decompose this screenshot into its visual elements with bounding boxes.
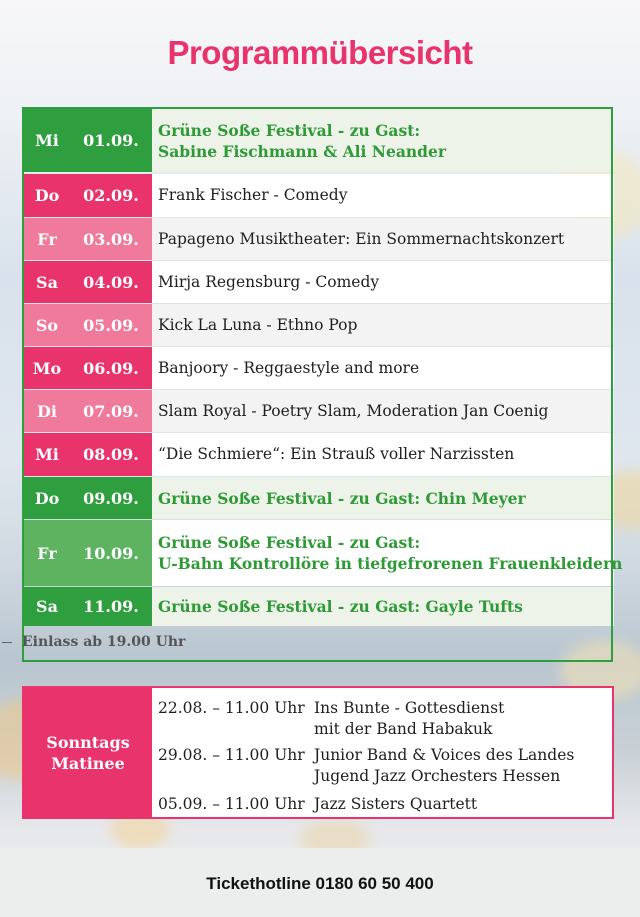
- program-event-line: Papageno Musiktheater: Ein Sommernachtskonzert: [158, 229, 565, 248]
- program-row: [24, 587, 614, 626]
- program-row: [24, 218, 614, 260]
- program-day: Sa: [36, 597, 58, 616]
- program-event: [152, 174, 614, 217]
- program-date: 04.09.: [83, 272, 139, 292]
- program-row: [24, 261, 614, 303]
- program-event: [152, 109, 614, 172]
- page-title: Programmübersicht: [167, 34, 473, 71]
- program-event: [152, 520, 623, 586]
- matinee-time: 05.09. – 11.00 Uhr: [158, 795, 305, 813]
- program-event: [152, 261, 614, 303]
- program-date: 07.09.: [83, 401, 139, 421]
- program-day: Fr: [37, 229, 57, 249]
- program-row: [24, 347, 614, 389]
- program-date-badge: [24, 218, 152, 260]
- program-date-badge: [24, 433, 152, 476]
- program-date: 01.09.: [83, 131, 139, 150]
- matinee-desc: Junior Band & Voices des Landes: [314, 746, 575, 764]
- program-event-line: Grüne Soße Festival - zu Gast:: [158, 120, 421, 140]
- program-event-line: Grüne Soße Festival - zu Gast:: [158, 533, 421, 552]
- program-event-line: U-Bahn Kontrollöre in tiefgefrorenen Frauenkleidern: [158, 554, 623, 573]
- program-date: 10.09.: [83, 543, 139, 563]
- program-date: 05.09.: [83, 315, 139, 335]
- program-date: 06.09.: [83, 358, 139, 378]
- program-event-line: Frank Fischer - Comedy: [158, 186, 348, 204]
- program-event-line: Grüne Soße Festival - zu Gast: Gayle Tufts: [158, 597, 523, 616]
- matinee-desc: Ins Bunte - Gottesdienst: [314, 699, 505, 717]
- divider: [2, 642, 12, 643]
- program-event: [152, 433, 614, 476]
- program-date: 08.09.: [83, 445, 139, 464]
- program-row: [24, 390, 614, 432]
- matinee-label-line2: Matinee: [51, 753, 125, 773]
- program-date-badge: [24, 477, 152, 519]
- matinee-label: [24, 688, 152, 817]
- program-event-line: Sabine Fischmann & Ali Neander: [158, 141, 446, 161]
- program-event: [152, 347, 614, 389]
- program-date: 09.09.: [83, 488, 139, 508]
- program-date: 02.09.: [83, 186, 139, 205]
- matinee-time: 29.08. – 11.00 Uhr: [158, 746, 305, 764]
- program-event: [152, 218, 614, 260]
- program-date-badge: [24, 109, 152, 172]
- program-day: Fr: [37, 543, 57, 563]
- program-date-badge: [24, 587, 152, 626]
- program-day: Di: [37, 401, 57, 421]
- program-row: [24, 174, 614, 217]
- program-event: [152, 390, 614, 432]
- admission-note: Einlass ab 19.00 Uhr: [22, 634, 186, 650]
- matinee-desc: mit der Band Habakuk: [314, 720, 493, 738]
- matinee-time: 22.08. – 11.00 Uhr: [158, 699, 305, 717]
- program-date-badge: [24, 390, 152, 432]
- program-row: [24, 109, 614, 172]
- program-day: Do: [34, 186, 60, 205]
- program-day: Mo: [32, 358, 62, 378]
- program-day: Mi: [35, 445, 59, 464]
- program-event: [152, 477, 614, 519]
- program-row: [24, 304, 614, 346]
- program-day: Sa: [36, 272, 58, 292]
- program-row: [24, 520, 623, 586]
- program-day: Mi: [35, 131, 59, 150]
- matinee-desc: Jugend Jazz Orchesters Hessen: [314, 767, 561, 785]
- program-date-badge: [24, 174, 152, 217]
- program-row: [24, 477, 614, 519]
- program-date: 03.09.: [83, 229, 139, 249]
- program-event-line: Banjoory - Reggaestyle and more: [158, 358, 420, 377]
- program-day: So: [35, 315, 59, 335]
- program-event-line: Grüne Soße Festival - zu Gast: Chin Meyer: [158, 488, 526, 508]
- ticket-hotline: Tickethotline 0180 60 50 400: [206, 874, 434, 893]
- program-event-line: Slam Royal - Poetry Slam, Moderation Jan Coenig: [158, 401, 549, 420]
- program-row: [24, 433, 614, 476]
- program-date-badge: [24, 304, 152, 346]
- program-event-line: “Die Schmiere“: Ein Strauß voller Narzissten: [158, 445, 515, 463]
- program-date-badge: [24, 347, 152, 389]
- program-date-badge: [24, 261, 152, 303]
- program-event-line: Kick La Luna - Ethno Pop: [158, 315, 358, 334]
- program-event: [152, 587, 614, 626]
- program-date-badge: [24, 520, 152, 586]
- matinee-desc: Jazz Sisters Quartett: [314, 795, 478, 813]
- program-event-line: Mirja Regensburg - Comedy: [158, 272, 380, 291]
- program-event: [152, 304, 614, 346]
- matinee-label-line1: Sonntags: [46, 732, 130, 752]
- program-date: 11.09.: [83, 597, 139, 616]
- program-day: Do: [34, 488, 60, 508]
